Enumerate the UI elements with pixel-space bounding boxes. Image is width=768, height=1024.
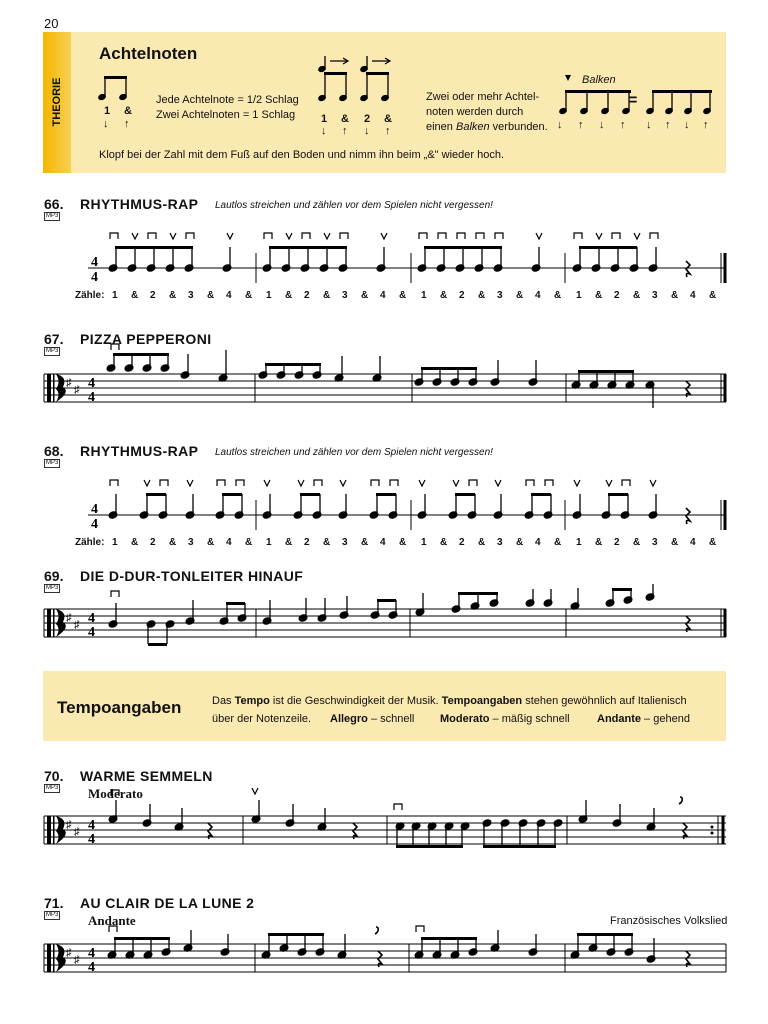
ex66-count-token: & (323, 290, 331, 301)
ex66-count-token: & (633, 290, 641, 301)
svg-text:4: 4 (91, 270, 98, 285)
beam-bow-8: ↑ (703, 119, 709, 131)
ex68-count-token: & (323, 537, 331, 548)
ex66-count-token: 4 (535, 290, 541, 301)
ex68-count-token: & (516, 537, 524, 548)
ex69-mp3-icon[interactable]: MP3 (46, 585, 59, 591)
ex68-count-token: 2 (614, 537, 620, 548)
ex66-count-token: 1 (576, 290, 582, 301)
ex68-staff (0, 472, 768, 532)
ex70-mp3-icon[interactable]: MP3 (46, 785, 59, 791)
eighth-rule-2: Zwei Achtelnoten = 1 Schlag (156, 109, 296, 121)
ex66-count-token: & (516, 290, 524, 301)
ex69-number: 69. (44, 568, 64, 584)
svg-text:4: 4 (91, 517, 98, 532)
ex66-staff (0, 225, 768, 285)
ex71-source: Französisches Volkslied (610, 915, 728, 927)
ex66-count-label: Zähle: (75, 290, 105, 301)
ex66-count-token: 4 (380, 290, 386, 301)
ex70-staff (0, 796, 768, 856)
eighth-rule-1: Jede Achtelnote = 1/2 Schlag (156, 94, 299, 106)
beam-bow-6: ↑ (665, 119, 671, 131)
ex70-tempo-marking: Moderato (88, 786, 143, 801)
svg-text:4: 4 (88, 818, 95, 833)
tempo-allegro: Allegro – schnell (330, 713, 415, 725)
ex68-count-label: Zähle: (75, 537, 105, 548)
svg-text:♯: ♯ (74, 619, 80, 631)
ex68-count-token: 3 (652, 537, 658, 548)
ex68-count-token: & (131, 537, 139, 548)
svg-text:4: 4 (88, 832, 95, 847)
svg-text:4: 4 (88, 376, 95, 391)
count-one-b: 1 (321, 113, 328, 125)
ex66-count-token: 3 (188, 290, 194, 301)
ex68-title: RHYTHMUS-RAP (80, 443, 199, 459)
ex68-count-token: 4 (690, 537, 696, 548)
ex67-staff (0, 350, 768, 410)
theory-footer: Klopf bei der Zahl mit dem Fuß auf den Boden und nimm ihn beim „&" wieder hoch. (99, 149, 504, 161)
svg-text:♯: ♯ (74, 826, 80, 838)
ex68-count-token: 2 (150, 537, 156, 548)
ex68-count-token: 4 (535, 537, 541, 548)
ex66-count-token: & (709, 290, 717, 301)
ex66-count-token: & (169, 290, 177, 301)
svg-text:4: 4 (88, 960, 95, 975)
ex68-count-token: & (595, 537, 603, 548)
ex66-note: Lautlos streichen und zählen vor dem Spielen nicht vergessen! (215, 200, 493, 211)
down-bow-arrow-b: ↓ (321, 125, 327, 137)
tempo-line-2: über der Notenzeile. (212, 713, 312, 725)
svg-text:♯: ♯ (74, 954, 80, 966)
svg-text:♯: ♯ (66, 819, 72, 831)
ex68-count-token: & (440, 537, 448, 548)
ex71-tempo-marking: Andante (88, 913, 136, 928)
ex68-count-token: & (554, 537, 562, 548)
svg-text:♯: ♯ (66, 947, 72, 959)
down-bow-arrow-c: ↓ (364, 125, 370, 137)
ex66-count-token: 4 (226, 290, 232, 301)
ex68-count-token: & (633, 537, 641, 548)
ex66-count-token: & (361, 290, 369, 301)
svg-text:♯: ♯ (66, 612, 72, 624)
count-and: & (124, 105, 132, 117)
ex69-title: DIE D-DUR-TONLEITER HINAUF (80, 568, 304, 584)
ex67-mp3-icon[interactable]: MP3 (46, 348, 59, 354)
count-and-c: & (384, 113, 392, 125)
up-bow-arrow-b: ↑ (342, 125, 348, 137)
beam-bow-2: ↑ (578, 119, 584, 131)
ex66-count-token: 2 (150, 290, 156, 301)
svg-text:4: 4 (91, 502, 98, 517)
beam-bow-4: ↑ (620, 119, 626, 131)
theory-tab-label: THEORIE (51, 77, 63, 127)
ex66-count-token: 2 (304, 290, 310, 301)
ex71-title: AU CLAIR DE LA LUNE 2 (80, 895, 255, 911)
ex68-count-token: & (245, 537, 253, 548)
ex66-count-token: 4 (690, 290, 696, 301)
ex66-count-token: 3 (652, 290, 658, 301)
svg-text:4: 4 (91, 255, 98, 270)
count-one: 1 (104, 105, 111, 117)
ex66-title: RHYTHMUS-RAP (80, 196, 199, 212)
beam-bow-1: ↓ (557, 119, 563, 131)
ex68-count-token: & (169, 537, 177, 548)
up-bow-arrow-c: ↑ (385, 125, 391, 137)
beam-bow-5: ↓ (646, 119, 652, 131)
ex66-count-token: & (207, 290, 215, 301)
ex68-count-token: & (207, 537, 215, 548)
eighth-notes-icon (95, 68, 135, 106)
beam-bow-3: ↓ (599, 119, 605, 131)
ex68-note: Lautlos streichen und zählen vor dem Spielen nicht vergessen! (215, 447, 493, 458)
count-two-b: 2 (364, 113, 371, 125)
ex66-count-token: & (554, 290, 562, 301)
ex68-count-token: 1 (421, 537, 427, 548)
ex68-count-token: & (285, 537, 293, 548)
ex68-mp3-icon[interactable]: MP3 (46, 460, 59, 466)
ex66-count-token: 1 (112, 290, 118, 301)
ex66-count-token: & (478, 290, 486, 301)
ex68-count-token: 3 (342, 537, 348, 548)
ex68-count-token: 2 (459, 537, 465, 548)
ex68-count-token: 1 (266, 537, 272, 548)
ex71-staff (0, 924, 768, 984)
ex66-count-token: & (245, 290, 253, 301)
ex71-mp3-icon[interactable]: MP3 (46, 912, 59, 918)
svg-text:4: 4 (88, 625, 95, 640)
ex68-number: 68. (44, 443, 64, 459)
ex66-count-token: 2 (459, 290, 465, 301)
tempo-moderato: Moderato – mäßig schnell (440, 713, 570, 725)
svg-text:4: 4 (88, 390, 95, 405)
ex68-count-token: & (671, 537, 679, 548)
beam-bow-7: ↓ (684, 119, 690, 131)
ex67-title: PIZZA PEPPERONI (80, 331, 212, 347)
ex66-count-token: 3 (342, 290, 348, 301)
ex66-count-token: 1 (266, 290, 272, 301)
ex68-count-token: 1 (576, 537, 582, 548)
down-bow-arrow: ↓ (103, 118, 109, 130)
ex66-count-token: 1 (421, 290, 427, 301)
tempo-box-title: Tempoangaben (57, 698, 182, 717)
svg-text:♯: ♯ (66, 377, 72, 389)
ex68-count-token: 4 (226, 537, 232, 548)
ex66-count-token: & (399, 290, 407, 301)
ex66-mp3-icon[interactable]: MP3 (46, 213, 59, 219)
tempo-line-1: Das Tempo ist die Geschwindigkeit der Musik. Tempoangaben stehen gewöhnlich auf Italienisch (212, 695, 687, 707)
ex68-count-token: 3 (497, 537, 503, 548)
ex66-count-token: & (440, 290, 448, 301)
ex68-count-token: & (709, 537, 717, 548)
beam-text-2: noten werden durch (426, 106, 524, 118)
ex71-number: 71. (44, 895, 64, 911)
ex66-count-token: & (595, 290, 603, 301)
svg-text:4: 4 (88, 946, 95, 961)
ex66-count-token: & (131, 290, 139, 301)
two-beats-eighths-icon (315, 52, 405, 108)
theory-title: Achtelnoten (99, 44, 198, 63)
ex70-title: WARME SEMMELN (80, 768, 213, 784)
ex68-count-token: & (478, 537, 486, 548)
up-bow-arrow: ↑ (124, 118, 130, 130)
ex70-number: 70. (44, 768, 64, 784)
ex68-count-token: 1 (112, 537, 118, 548)
equals-sign: = (628, 92, 638, 109)
ex68-count-token: & (361, 537, 369, 548)
ex66-count-token: 2 (614, 290, 620, 301)
beam-comparison-icon (555, 74, 725, 124)
ex66-count-token: 3 (497, 290, 503, 301)
ex66-count-token: & (285, 290, 293, 301)
svg-text:4: 4 (88, 611, 95, 626)
ex66-count-token: & (671, 290, 679, 301)
beam-text-3: einen Balken verbunden. (426, 121, 548, 133)
ex66-number: 66. (44, 196, 64, 212)
ex68-count-token: & (399, 537, 407, 548)
beam-text-1: Zwei oder mehr Achtel- (426, 91, 540, 103)
tempo-andante: Andante – gehend (597, 713, 690, 725)
ex68-count-token: 3 (188, 537, 194, 548)
ex68-count-token: 2 (304, 537, 310, 548)
ex69-staff (0, 588, 768, 648)
page-number: 20 (44, 16, 59, 31)
svg-text:♯: ♯ (74, 384, 80, 396)
beam-label: Balken (582, 74, 616, 86)
ex67-number: 67. (44, 331, 64, 347)
theory-tab (43, 32, 71, 173)
ex68-count-token: 4 (380, 537, 386, 548)
count-and-b: & (341, 113, 349, 125)
